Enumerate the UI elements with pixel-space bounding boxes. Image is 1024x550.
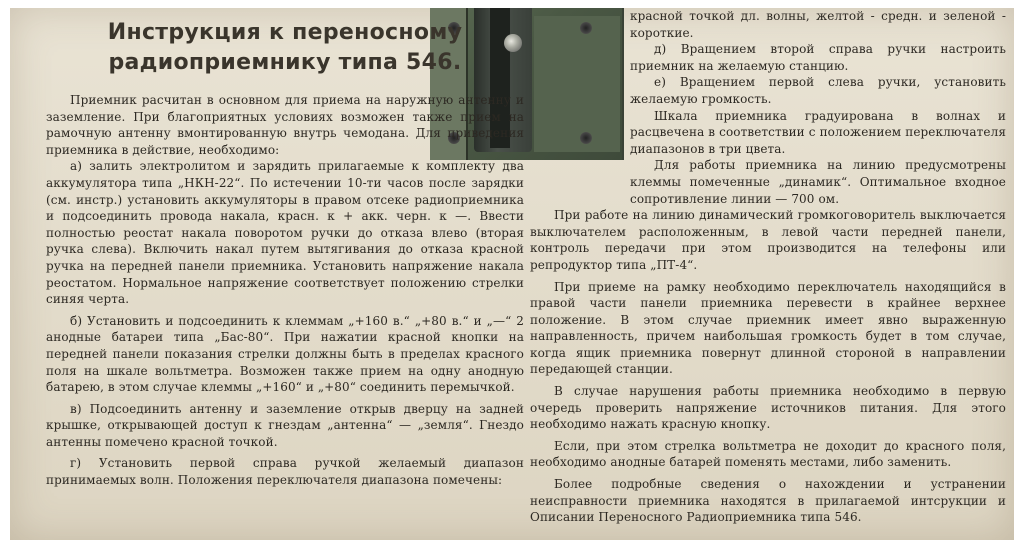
- paragraph-step-e: е) Вращением первой слева ручки, установить желаемую громкость.: [630, 75, 1006, 106]
- paragraph-step-b: б) Установить и подсоединить к клеммам „+160 в.“ „+80 в.“ и „—“ 2 анодные батареи типа „Бас-80“. При нажатии красной кнопки на передней панели показания стрелки должны быть в пределах красного поля на шкале вольтметра. Возможен также прием на одну анодную батарею, в этом случае клеммы „+160“ и „+80“ соединить перемычкой.: [46, 313, 524, 395]
- paragraph-band-colors: красной точкой дл. волны, желтой - средн. и зеленой - короткие.: [630, 9, 1006, 40]
- document-sheet: [10, 8, 1014, 540]
- paragraph-line-work: При работе на линию динамический громкоговоритель выключается выключателем расположенным, в левой части передней панели, контроль передачи при этом производится на телефоны или репродуктор типа „ПТ-4“.: [530, 208, 1006, 272]
- title-line-2: радиоприемнику типа 546.: [108, 50, 462, 75]
- paragraph-frame-antenna: При приеме на рамку необходимо переключатель находящийся в правой части панели приемника перевести в крайнее верхнее положение. В этом случае приемник имеет явно выраженную направленность, причем наибольшая громкость будет в том случае, когда ящик приемника повернут длинной стороной в направлении передающей станции.: [530, 279, 1006, 377]
- paragraph-step-v: в) Подсоединить антенну и заземление открыв дверцу на задней крышке, открывающей доступ к гнездам „антенна“ — „земля“. Гнездо антенны помечено красной точкой.: [46, 401, 524, 449]
- document-title: [46, 18, 524, 78]
- title-line-1: Инструкция к переносному: [107, 20, 463, 45]
- paragraph-line-terminals: Для работы приемника на линию предусмотрены клеммы помеченные „динамик“. Оптимальное входное сопротивление линии — 700 ом.: [630, 158, 1006, 206]
- paragraph-further-info: Более подробные сведения о нахождении и устранении неисправности приемника находятся в прилагаемой интсрукции и Описании Переносного Радиоприемника типа 546.: [530, 477, 1006, 525]
- paragraph-voltmeter: Если, при этом стрелка вольтметра не доходит до красного поля, необходимо анодные батарей поменять местами, либо заменить.: [530, 438, 1006, 470]
- paragraph-scale: Шкала приемника градуирована в волнах и расцвечена в соответствии с положением переключателя диапазонов в три цвета.: [630, 108, 1006, 156]
- paragraph-step-d: д) Вращением второй справа ручки настроить приемник на желаемую станцию.: [630, 42, 1006, 73]
- paragraph-fault-check: В случае нарушения работы приемника необходимо в первую очередь проверить напряжение источников питания. Для этого необходимо нажать красную кнопку.: [530, 384, 1006, 432]
- paragraph-step-a: а) залить электролитом и зарядить прилагаемые к комплекту два аккумулятора типа „НКН-22“. По истечении 10-ти часов после зарядки (см. инстр.) установить аккумуляторы в правом отсеке радиоприемника и подсоединить провода накала, красн. к + акк. черн. к —. Ввести полностью реостат накала поворотом ручки до отказа влево (вторая ручка слева). Включить накал путем вытягивания до отказа красной ручка на передней панели приемника. Установить напряжение накала реостатом. Нормальное напряжение соответствует положению стрелки синяя черта.: [46, 159, 524, 307]
- paragraph-intro: Приемник расчитан в основном для приема на наружную антенну и заземление. При благоприятных условиях возможен также прием на рамочную антенну вмонтированную внутрь чемодана. Для приведения приемника в действие, необходимо:: [46, 93, 524, 157]
- left-column: [46, 18, 524, 489]
- right-column: [530, 8, 1006, 526]
- paragraph-step-g: г) Установить первой справа ручкой желаемый диапазон принимаемых волн. Положения переключателя диапазона помечены:: [46, 456, 524, 488]
